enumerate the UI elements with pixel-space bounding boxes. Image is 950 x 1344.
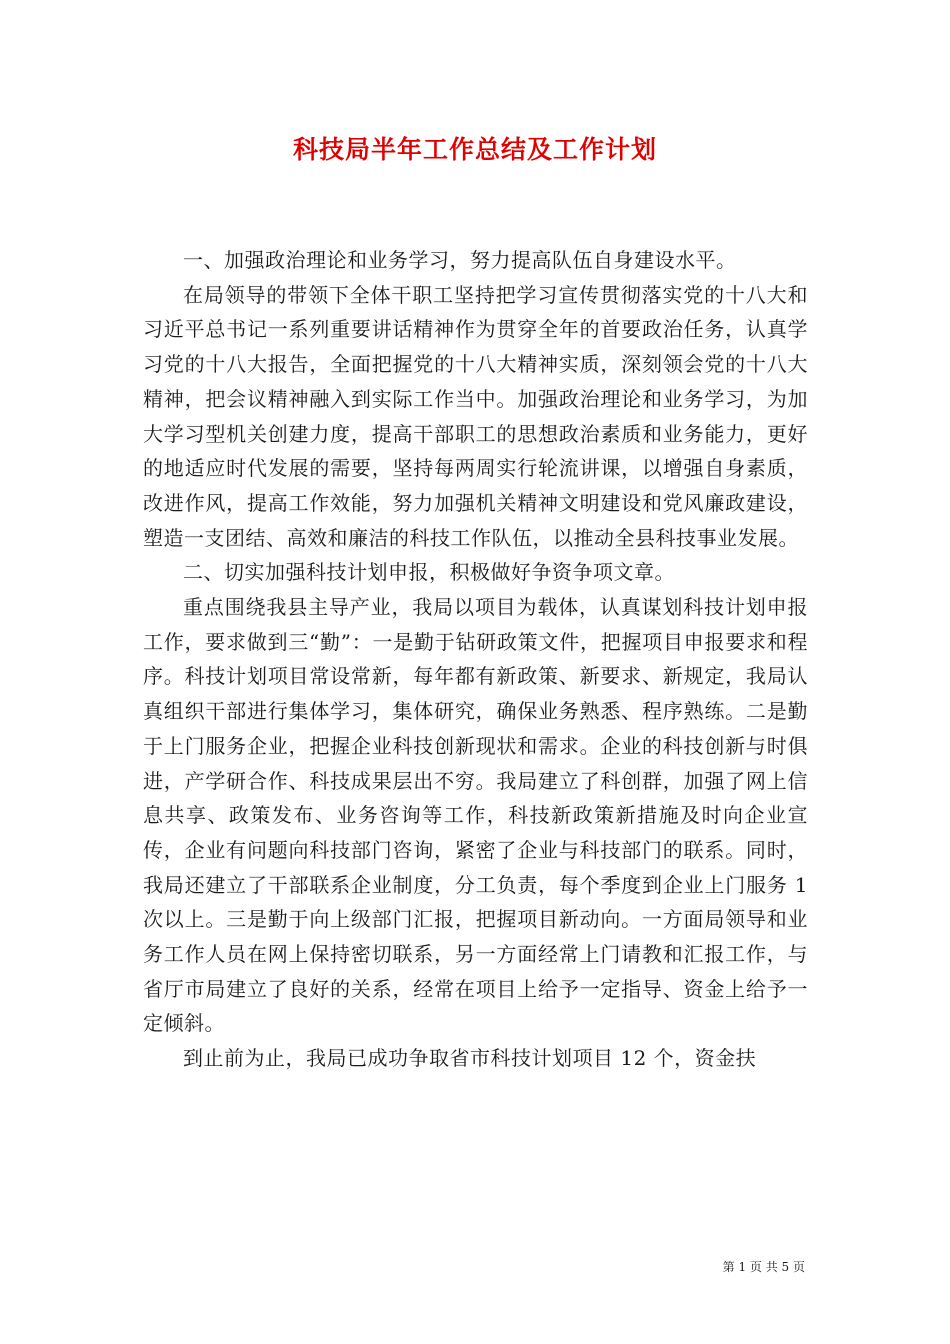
paragraph-section-2-summary: 到止前为止，我局已成功争取省市科技计划项目 12 个，资金扶 [183, 1046, 757, 1071]
document-title: 科技局半年工作总结及工作计划 [292, 135, 657, 164]
document-body [143, 243, 808, 1076]
paragraph-section-2-body: 重点围绕我县主导产业，我局以项目为载体，认真谋划科技计划申报工作，要求做到三“勤”：一是勤于钻研政策文件，把握项目申报要求和程序。科技计划项目常设常新，每年都有新政策、新要求、新规定，我局认真组织干部进行集体学习，集体研究，确保业务熟悉、程序熟练。二是勤于上门服务企业，把握企业科技创新现状和需求。企业的科技创新与时俱进，产学研合作、科技成果层出不穷。我局建立了科创群，加强了网上信息共享、政策发布、业务咨询等工作，科技新政策新措施及时向企业宣传，企业有问题向科技部门咨询，紧密了企业与科技部门的联系。同时，我局还建立了干部联系企业制度，分工负责，每个季度到企业上门服务 1 次以上。三是勤于向上级部门汇报，把握项目新动向。一方面局领导和业务工作人员在网上保持密切联系，另一方面经常上门请教和汇报工作，与省厅市局建立了良好的关系，经常在项目上给予一定指导、资金上给予一定倾斜。 [143, 595, 808, 1036]
paragraph-section-1-heading: 一、加强政治理论和业务学习，努力提高队伍自身建设水平。 [183, 248, 737, 272]
page-number: 第 1 页 共 5 页 [722, 1260, 805, 1274]
paragraph-section-1-body: 在局领导的带领下全体干职工坚持把学习宣传贯彻落实党的十八大和习近平总书记一系列重要讲话精神作为贯穿全年的首要政治任务，认真学习党的十八大报告，全面把握党的十八大精神实质，深刻领会党的十八大精神，把会议精神融入到实际工作当中。加强政治理论和业务学习，为加大学习型机关创建力度，提高干部职工的思想政治素质和业务能力，更好的地适应时代发展的需要，坚持每两周实行轮流讲课，以增强自身素质，改进作风，提高工作效能，努力加强机关精神文明建设和党风廉政建设，塑造一支团结、高效和廉洁的科技工作队伍，以推动全县科技事业发展。 [143, 282, 808, 550]
paragraph-section-2-heading: 二、切实加强科技计划申报，积极做好争资争项文章。 [183, 560, 675, 585]
